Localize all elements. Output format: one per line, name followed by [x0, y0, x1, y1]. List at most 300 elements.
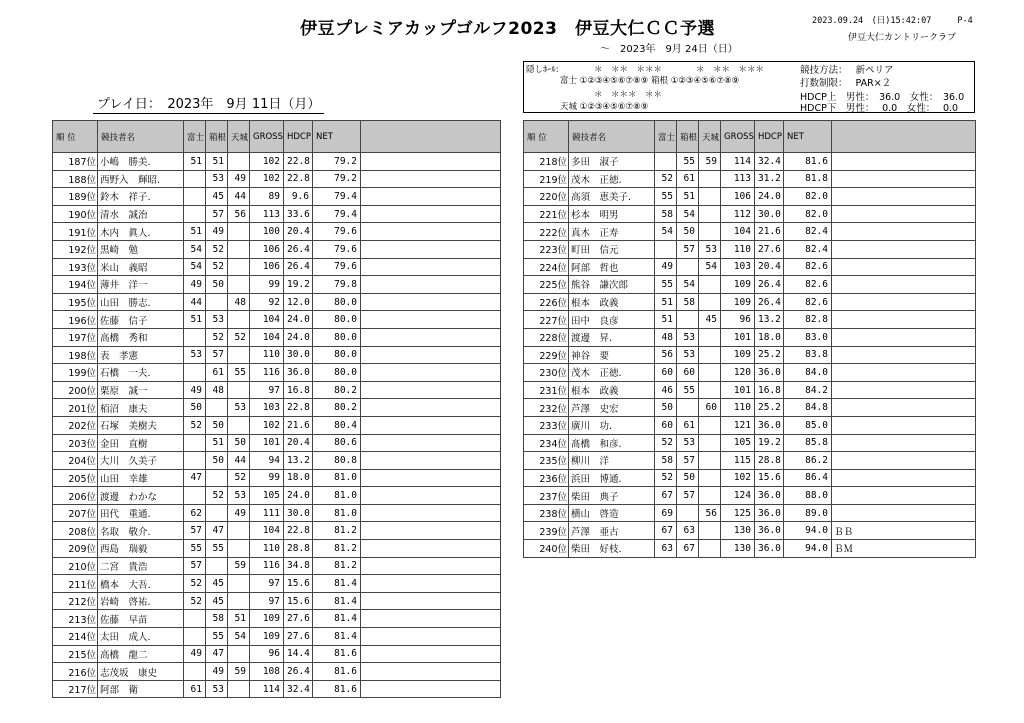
cell-gross: 94: [250, 452, 284, 470]
cell-gross: 89: [250, 188, 284, 206]
cell-gross: 108: [250, 663, 284, 681]
cell-amagi: [699, 540, 721, 558]
cell-gross: 97: [250, 575, 284, 593]
table-row: [53, 610, 501, 628]
cell-fuji: 50: [184, 399, 206, 417]
cell-name: 薄井 洋一: [98, 276, 184, 294]
cell-name: 大川 久美子: [98, 452, 184, 470]
cell-hdcp: 30.0: [284, 504, 313, 522]
cell-gross: 103: [250, 399, 284, 417]
cell-hdcp: 30.0: [284, 346, 313, 364]
cell-hakone: 58: [677, 293, 699, 311]
cell-gross: 109: [721, 276, 755, 294]
cell-hdcp: 36.0: [284, 364, 313, 382]
cell-amagi: [699, 381, 721, 399]
cell-hakone: [206, 293, 228, 311]
col-hakone: 箱根: [677, 121, 699, 153]
cell-net: 88.0: [784, 487, 832, 505]
cell-hakone: 61: [206, 364, 228, 382]
cell-amagi: [228, 645, 250, 663]
cell-hakone: 45: [206, 592, 228, 610]
cell-name: 根本 政義: [569, 381, 655, 399]
cell-remark: [361, 240, 501, 258]
cell-amagi: [699, 188, 721, 206]
cell-amagi: [699, 223, 721, 241]
cell-amagi: [228, 153, 250, 171]
cell-rank: 222位: [524, 223, 569, 241]
cell-rank: 225位: [524, 276, 569, 294]
cell-amagi: [228, 416, 250, 434]
table-row: [53, 223, 501, 241]
cell-amagi: [699, 364, 721, 382]
cell-hdcp: 32.4: [755, 153, 784, 171]
cell-gross: 102: [250, 170, 284, 188]
cell-amagi: 52: [228, 328, 250, 346]
col-name: 競技者名: [98, 121, 184, 153]
table-row: [53, 434, 501, 452]
table-row: [53, 504, 501, 522]
hdcp-upper-line: HDCP上 男性： 36.0 女性： 36.0: [800, 92, 965, 103]
cell-hdcp: 26.4: [284, 240, 313, 258]
cell-hdcp: 31.2: [755, 170, 784, 188]
cell-hdcp: 21.6: [755, 223, 784, 241]
col-name: 競技者名: [569, 121, 655, 153]
cell-gross: 104: [250, 311, 284, 329]
cell-rank: 232位: [524, 399, 569, 417]
cell-hdcp: 15.6: [755, 469, 784, 487]
cell-name: 鈴木 祥子.: [98, 188, 184, 206]
cell-fuji: [184, 452, 206, 470]
cell-rank: 227位: [524, 311, 569, 329]
cell-hakone: 57: [677, 452, 699, 470]
cell-name: 多田 淑子: [569, 153, 655, 171]
cell-gross: 115: [721, 452, 755, 470]
cell-remark: [361, 328, 501, 346]
cell-remark: [361, 592, 501, 610]
cell-remark: [361, 293, 501, 311]
cell-hakone: 58: [206, 610, 228, 628]
cell-remark: [361, 469, 501, 487]
cell-rank: 216位: [53, 663, 98, 681]
cell-fuji: 51: [655, 293, 677, 311]
cell-hdcp: 36.0: [755, 522, 784, 540]
cell-fuji: 52: [184, 592, 206, 610]
cell-name: 佐藤 信子: [98, 311, 184, 329]
cell-gross: 109: [721, 293, 755, 311]
cell-hdcp: 27.6: [755, 240, 784, 258]
cell-gross: 104: [250, 328, 284, 346]
cell-name: 阿部 衛: [98, 680, 184, 698]
col-fuji: 富士: [184, 121, 206, 153]
cell-rank: 237位: [524, 487, 569, 505]
cell-hdcp: 36.0: [755, 504, 784, 522]
cell-net: 79.8: [313, 276, 361, 294]
cell-hakone: [677, 258, 699, 276]
cell-fuji: 53: [184, 346, 206, 364]
cell-remark: [361, 205, 501, 223]
cell-amagi: 59: [699, 153, 721, 171]
cell-hdcp: 24.0: [284, 328, 313, 346]
cell-name: 神谷 要: [569, 346, 655, 364]
cell-remark: [361, 381, 501, 399]
event-end-date: ～ 2023年 9月 24日（日）: [600, 44, 738, 55]
cell-name: 木内 眞人.: [98, 223, 184, 241]
cell-remark: [832, 293, 976, 311]
cell-amagi: 45: [699, 311, 721, 329]
table-row: [53, 540, 501, 558]
cell-remark: [361, 487, 501, 505]
cell-fuji: [184, 628, 206, 646]
cell-remark: [832, 311, 976, 329]
cell-hdcp: 15.6: [284, 592, 313, 610]
cell-hakone: 50: [206, 276, 228, 294]
cell-hdcp: 36.0: [755, 416, 784, 434]
table-row: [524, 240, 976, 258]
cell-amagi: 54: [699, 258, 721, 276]
cell-net: 81.4: [313, 575, 361, 593]
cell-remark: [832, 416, 976, 434]
cell-fuji: 60: [655, 416, 677, 434]
cell-fuji: 67: [655, 522, 677, 540]
cell-amagi: [699, 276, 721, 294]
cell-net: 81.2: [313, 540, 361, 558]
cell-gross: 106: [250, 258, 284, 276]
cell-name: 熊谷 謙次郎: [569, 276, 655, 294]
table-row: [524, 276, 976, 294]
cell-rank: 215位: [53, 645, 98, 663]
cell-fuji: [184, 170, 206, 188]
cell-net: 84.8: [784, 399, 832, 417]
table-row: [53, 416, 501, 434]
cell-hdcp: 24.0: [284, 311, 313, 329]
cell-gross: 101: [250, 434, 284, 452]
hdcp-lower-line: HDCP下 男性： 0.0 女性： 0.0: [800, 103, 959, 114]
table-row: [524, 346, 976, 364]
cell-hakone: 48: [206, 381, 228, 399]
cell-remark: [832, 328, 976, 346]
cell-gross: 102: [250, 153, 284, 171]
table-row: [53, 592, 501, 610]
cell-gross: 116: [250, 557, 284, 575]
table-row: [524, 293, 976, 311]
cell-remark: [361, 223, 501, 241]
cell-name: 浜田 博通.: [569, 469, 655, 487]
cell-gross: 102: [250, 416, 284, 434]
cell-hakone: 45: [206, 575, 228, 593]
cell-remark: [361, 504, 501, 522]
ranking-table-right: [523, 120, 976, 558]
cell-hdcp: 14.4: [284, 645, 313, 663]
cell-hdcp: 30.0: [755, 205, 784, 223]
cell-net: 80.2: [313, 381, 361, 399]
cap-value: PAR×２: [855, 78, 892, 89]
cell-fuji: [184, 205, 206, 223]
ranking-table-left: [52, 120, 501, 698]
cell-net: 82.6: [784, 293, 832, 311]
cell-amagi: [699, 487, 721, 505]
cell-gross: 96: [721, 311, 755, 329]
cell-name: 渡邊 わかな: [98, 487, 184, 505]
cell-gross: 121: [721, 416, 755, 434]
cell-name: 佐藤 早苗: [98, 610, 184, 628]
method-value: 新ペリア: [855, 65, 894, 76]
cell-hakone: 55: [677, 153, 699, 171]
cell-amagi: [228, 575, 250, 593]
cell-hdcp: 9.6: [284, 188, 313, 206]
cell-name: 山田 幸雄: [98, 469, 184, 487]
cell-net: 83.0: [784, 328, 832, 346]
cell-hdcp: 26.4: [755, 276, 784, 294]
cell-name: 二宮 貴浩: [98, 557, 184, 575]
cell-net: 82.6: [784, 276, 832, 294]
cell-rank: 235位: [524, 452, 569, 470]
cell-hdcp: 16.8: [755, 381, 784, 399]
cell-remark: ＢＢ: [832, 522, 976, 540]
cell-hdcp: 19.2: [755, 434, 784, 452]
cell-fuji: 49: [184, 381, 206, 399]
cell-name: 橋本 大吾.: [98, 575, 184, 593]
table-row: [53, 240, 501, 258]
table-row: [524, 452, 976, 470]
cell-remark: [361, 258, 501, 276]
cell-name: 表 孝憲: [98, 346, 184, 364]
table-row: [524, 540, 976, 558]
cell-gross: 97: [250, 381, 284, 399]
cell-gross: 110: [250, 540, 284, 558]
cell-hakone: [206, 557, 228, 575]
cell-net: 80.4: [313, 416, 361, 434]
table-row: [53, 663, 501, 681]
table-row: [524, 399, 976, 417]
cell-hdcp: 22.8: [284, 522, 313, 540]
cell-amagi: [699, 170, 721, 188]
cell-rank: 213位: [53, 610, 98, 628]
cell-rank: 195位: [53, 293, 98, 311]
cell-hdcp: 21.6: [284, 416, 313, 434]
cell-net: 79.6: [313, 258, 361, 276]
table-row: [53, 153, 501, 171]
cell-hdcp: 26.4: [755, 293, 784, 311]
cell-amagi: [228, 592, 250, 610]
cell-fuji: 48: [655, 328, 677, 346]
cell-name: 高橋 龍二: [98, 645, 184, 663]
cell-amagi: 49: [228, 170, 250, 188]
cell-remark: [361, 645, 501, 663]
cell-fuji: [184, 328, 206, 346]
cell-gross: 109: [250, 628, 284, 646]
cell-net: 89.0: [784, 504, 832, 522]
cell-fuji: [184, 610, 206, 628]
cell-remark: [832, 469, 976, 487]
hidden-holes-row1-courses: 富士 ①②③④⑤⑥⑦⑧⑨ 箱根 ①②③④⑤⑥⑦⑧⑨: [560, 76, 740, 86]
cell-rank: 202位: [53, 416, 98, 434]
cell-hdcp: 20.4: [284, 434, 313, 452]
table-header: [53, 121, 501, 153]
cell-rank: 214位: [53, 628, 98, 646]
cell-hakone: [677, 399, 699, 417]
cap-rule: [800, 75, 891, 89]
cell-rank: 226位: [524, 293, 569, 311]
cell-remark: [832, 452, 976, 470]
club-name: 伊豆大仁カントリークラブ: [848, 33, 957, 43]
cell-net: 81.6: [784, 153, 832, 171]
cell-hakone: 60: [677, 364, 699, 382]
cell-gross: 97: [250, 592, 284, 610]
cell-hdcp: 34.8: [284, 557, 313, 575]
cell-amagi: [228, 540, 250, 558]
cell-rank: 200位: [53, 381, 98, 399]
cell-name: 芦澤 亜古: [569, 522, 655, 540]
cell-amagi: [228, 381, 250, 399]
cell-rank: 192位: [53, 240, 98, 258]
cell-gross: 96: [250, 645, 284, 663]
cell-gross: 110: [250, 346, 284, 364]
table-row: [524, 434, 976, 452]
cell-hdcp: 16.8: [284, 381, 313, 399]
cell-gross: 100: [250, 223, 284, 241]
cell-amagi: [228, 258, 250, 276]
cell-hdcp: 24.0: [755, 188, 784, 206]
table-row: [53, 399, 501, 417]
cell-fuji: 63: [655, 540, 677, 558]
cell-net: 80.0: [313, 293, 361, 311]
cell-fuji: 55: [655, 276, 677, 294]
table-header: [524, 121, 976, 153]
cell-net: 80.6: [313, 434, 361, 452]
cell-net: 80.0: [313, 364, 361, 382]
cell-remark: [832, 276, 976, 294]
table-row: [524, 381, 976, 399]
cell-fuji: [184, 663, 206, 681]
cell-remark: [832, 153, 976, 171]
cell-hakone: 52: [206, 487, 228, 505]
cell-net: 80.2: [313, 399, 361, 417]
cell-gross: 130: [721, 540, 755, 558]
cell-rank: 231位: [524, 381, 569, 399]
method-rule: [800, 62, 894, 76]
cell-fuji: 57: [184, 557, 206, 575]
table-row: [524, 188, 976, 206]
table-row: [53, 557, 501, 575]
cell-remark: [832, 399, 976, 417]
cell-hakone: 53: [206, 311, 228, 329]
cell-rank: 205位: [53, 469, 98, 487]
cell-gross: 110: [721, 399, 755, 417]
cell-gross: 106: [721, 188, 755, 206]
cell-gross: 99: [250, 276, 284, 294]
cell-net: 84.2: [784, 381, 832, 399]
table-row: [53, 311, 501, 329]
table-row: [524, 258, 976, 276]
cell-hakone: 50: [677, 469, 699, 487]
cell-gross: 104: [250, 522, 284, 540]
cell-name: 芦澤 史宏: [569, 399, 655, 417]
cell-name: 西島 瑞毅: [98, 540, 184, 558]
cell-gross: 120: [721, 364, 755, 382]
cell-gross: 109: [721, 346, 755, 364]
table-row: [524, 311, 976, 329]
cell-net: 79.6: [313, 223, 361, 241]
cell-net: 80.0: [313, 346, 361, 364]
cell-remark: ＢＭ: [832, 540, 976, 558]
cell-amagi: 53: [228, 487, 250, 505]
cell-fuji: 54: [184, 258, 206, 276]
col-net: NET: [313, 121, 361, 153]
cell-net: 81.6: [313, 663, 361, 681]
cell-amagi: 44: [228, 188, 250, 206]
cell-remark: [361, 188, 501, 206]
cell-rank: 240位: [524, 540, 569, 558]
cell-hakone: 54: [677, 276, 699, 294]
cell-net: 94.0: [784, 540, 832, 558]
cell-hakone: 61: [677, 170, 699, 188]
cell-remark: [361, 416, 501, 434]
cell-name: 黒崎 勉: [98, 240, 184, 258]
cell-name: 金田 直樹: [98, 434, 184, 452]
col-rank: 順 位: [524, 121, 569, 153]
table-row: [53, 575, 501, 593]
cell-rank: 208位: [53, 522, 98, 540]
cell-hdcp: 36.0: [755, 487, 784, 505]
cell-net: 82.0: [784, 205, 832, 223]
cell-hakone: 49: [206, 223, 228, 241]
cell-hakone: 50: [206, 452, 228, 470]
cell-rank: 218位: [524, 153, 569, 171]
cell-gross: 104: [721, 223, 755, 241]
cell-fuji: 60: [655, 364, 677, 382]
col-hdcp: HDCP: [284, 121, 313, 153]
cell-net: 82.4: [784, 240, 832, 258]
cell-fuji: 58: [655, 205, 677, 223]
cell-rank: 191位: [53, 223, 98, 241]
cell-name: 真木 正寿: [569, 223, 655, 241]
page-title: 伊豆プレミアカップゴルフ2023 伊豆大仁ＣＣ予選: [300, 19, 715, 39]
cell-fuji: 51: [184, 153, 206, 171]
cap-label: 打数制限：: [800, 78, 848, 89]
cell-fuji: 54: [184, 240, 206, 258]
cell-fuji: 49: [655, 258, 677, 276]
cell-net: 81.0: [313, 487, 361, 505]
cell-fuji: 51: [655, 311, 677, 329]
cell-name: 横山 啓造: [569, 504, 655, 522]
table-row: [53, 205, 501, 223]
cell-name: 髙橋 和彦.: [569, 434, 655, 452]
cell-net: 81.6: [313, 645, 361, 663]
table-row: [524, 153, 976, 171]
cell-amagi: 56: [699, 504, 721, 522]
cell-rank: 201位: [53, 399, 98, 417]
table-row: [524, 504, 976, 522]
table-row: [53, 381, 501, 399]
cell-fuji: 55: [184, 540, 206, 558]
cell-remark: [832, 487, 976, 505]
cell-hakone: 53: [206, 170, 228, 188]
cell-hdcp: 20.4: [284, 223, 313, 241]
cell-name: 栗原 誠一: [98, 381, 184, 399]
cell-amagi: 60: [699, 399, 721, 417]
cell-net: 81.6: [313, 680, 361, 698]
cell-rank: 212位: [53, 592, 98, 610]
cell-name: 高須 恵美子.: [569, 188, 655, 206]
cell-net: 82.4: [784, 223, 832, 241]
cell-fuji: 52: [655, 170, 677, 188]
cell-fuji: 51: [184, 223, 206, 241]
cell-name: 杉本 明男: [569, 205, 655, 223]
table-row: [53, 276, 501, 294]
cell-name: 渡邊 昇.: [569, 328, 655, 346]
cell-rank: 204位: [53, 452, 98, 470]
table-row: [53, 188, 501, 206]
